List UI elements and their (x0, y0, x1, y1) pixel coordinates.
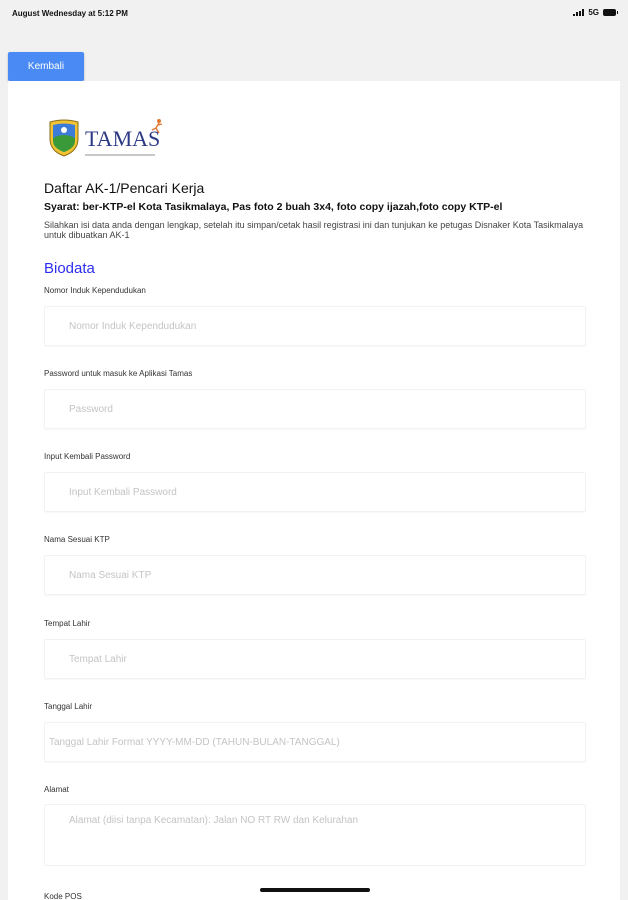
signal-icon (573, 9, 584, 16)
nik-label: Nomor Induk Kependudukan (44, 286, 146, 295)
back-button[interactable]: Kembali (8, 52, 84, 81)
page-title: Daftar AK-1/Pencari Kerja (44, 180, 205, 196)
birthdate-input[interactable] (44, 722, 586, 762)
status-indicators (573, 8, 616, 17)
confirm-password-label: Input Kembali Password (44, 452, 131, 461)
instructions-text: Silahkan isi data anda dengan lengkap, setelah itu simpan/cetak hasil registrasi ini dan tunjukan ke petugas Disnaker Kota Tasikmalaya untuk dibuatkan AK-1 (44, 220, 584, 240)
person-figure-icon (150, 118, 164, 134)
password-input[interactable] (44, 389, 586, 429)
logo-text: TAMAS (85, 126, 161, 151)
confirm-password-input[interactable] (44, 472, 586, 512)
full-name-label: Nama Sesuai KTP (44, 535, 110, 544)
logo-wordmark (85, 126, 160, 152)
address-label: Alamat (44, 785, 69, 794)
status-bar (0, 0, 628, 26)
city-emblem-icon (48, 119, 80, 157)
form-card (8, 81, 620, 900)
app-logo (48, 119, 160, 157)
status-time: August Wednesday at 5:12 PM (12, 9, 128, 18)
battery-icon (603, 9, 616, 16)
birthplace-input[interactable] (44, 639, 586, 679)
address-textarea[interactable] (44, 804, 586, 866)
logo-tagline-line (85, 154, 155, 156)
full-name-input[interactable] (44, 555, 586, 595)
home-indicator[interactable] (260, 888, 370, 892)
birthdate-label: Tanggal Lahir (44, 702, 93, 711)
birthplace-label: Tempat Lahir (44, 619, 91, 628)
requirements-text: Syarat: ber-KTP-el Kota Tasikmalaya, Pas foto 2 buah 3x4, foto copy ijazah,foto copy KTP-el (44, 201, 503, 213)
section-heading-biodata: Biodata (44, 260, 95, 277)
postal-code-label: Kode POS (44, 892, 82, 900)
network-label: 5G (588, 8, 599, 17)
password-label: Password untuk masuk ke Aplikasi Tamas (44, 369, 193, 378)
nik-input[interactable] (44, 306, 586, 346)
